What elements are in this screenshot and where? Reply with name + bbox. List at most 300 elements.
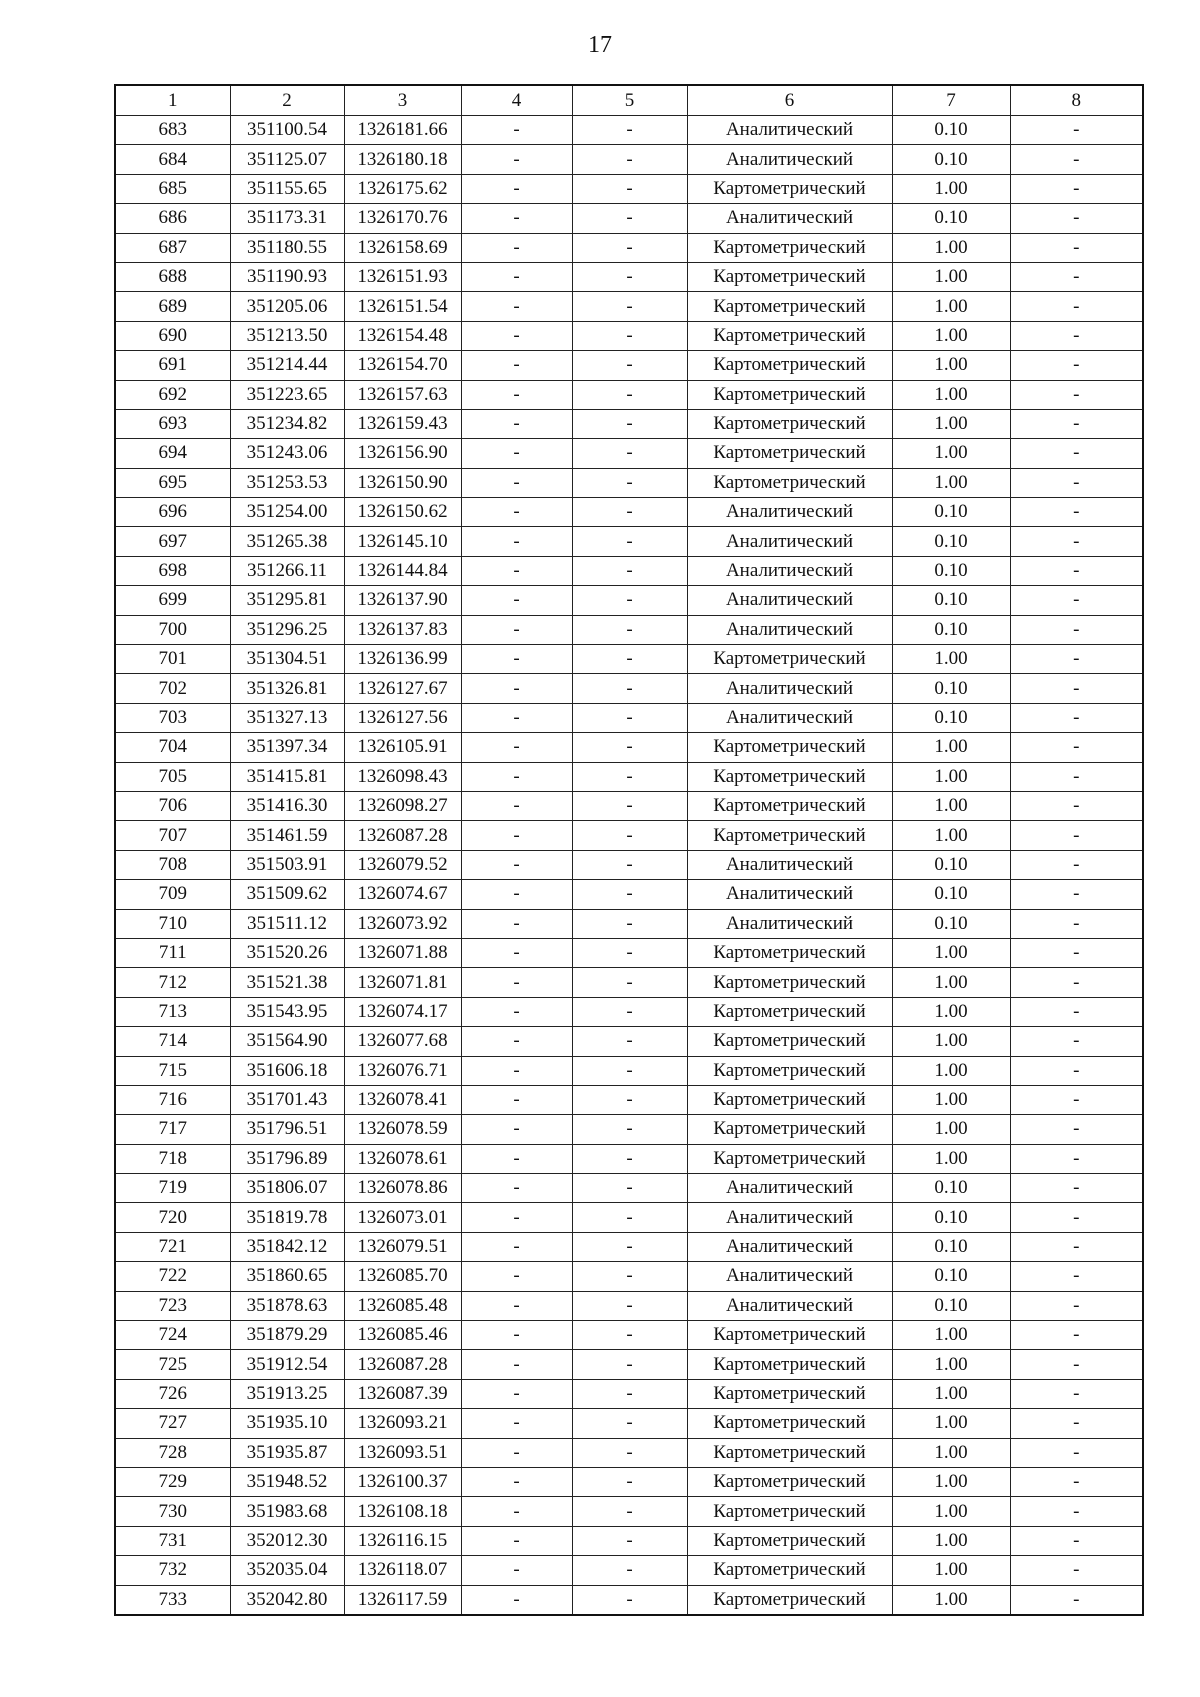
col4-cell: - [461, 1497, 572, 1526]
method-cell: Аналитический [687, 498, 892, 527]
col8-cell: - [1010, 821, 1143, 850]
method-cell: Аналитический [687, 615, 892, 644]
accuracy-cell: 0.10 [892, 116, 1010, 145]
col4-cell: - [461, 1467, 572, 1496]
accuracy-cell: 1.00 [892, 351, 1010, 380]
col5-cell: - [572, 880, 687, 909]
column-header: 4 [461, 85, 572, 116]
point-number-cell: 702 [115, 674, 230, 703]
method-cell: Картометрический [687, 1556, 892, 1585]
x-coordinate-cell: 351327.13 [230, 703, 344, 732]
col8-cell: - [1010, 1585, 1143, 1615]
y-coordinate-cell: 1326105.91 [344, 733, 461, 762]
accuracy-cell: 1.00 [892, 321, 1010, 350]
col4-cell: - [461, 409, 572, 438]
table-row [115, 1027, 1143, 1056]
method-cell: Картометрический [687, 645, 892, 674]
col4-cell: - [461, 1350, 572, 1379]
accuracy-cell: 0.10 [892, 850, 1010, 879]
x-coordinate-cell: 351223.65 [230, 380, 344, 409]
accuracy-cell: 1.00 [892, 292, 1010, 321]
point-number-cell: 692 [115, 380, 230, 409]
col5-cell: - [572, 733, 687, 762]
accuracy-cell: 1.00 [892, 762, 1010, 791]
x-coordinate-cell: 351254.00 [230, 498, 344, 527]
col5-cell: - [572, 1585, 687, 1615]
table-row [115, 556, 1143, 585]
col4-cell: - [461, 880, 572, 909]
point-number-cell: 729 [115, 1467, 230, 1496]
y-coordinate-cell: 1326157.63 [344, 380, 461, 409]
point-number-cell: 696 [115, 498, 230, 527]
y-coordinate-cell: 1326085.46 [344, 1321, 461, 1350]
col5-cell: - [572, 116, 687, 145]
accuracy-cell: 1.00 [892, 409, 1010, 438]
table-row [115, 1144, 1143, 1173]
col4-cell: - [461, 1438, 572, 1467]
table-row [115, 997, 1143, 1026]
col4-cell: - [461, 1321, 572, 1350]
y-coordinate-cell: 1326073.92 [344, 909, 461, 938]
point-number-cell: 725 [115, 1350, 230, 1379]
point-number-cell: 693 [115, 409, 230, 438]
col8-cell: - [1010, 233, 1143, 262]
col8-cell: - [1010, 262, 1143, 291]
table-row [115, 380, 1143, 409]
col8-cell: - [1010, 1321, 1143, 1350]
table-row [115, 498, 1143, 527]
y-coordinate-cell: 1326116.15 [344, 1526, 461, 1555]
accuracy-cell: 1.00 [892, 1526, 1010, 1555]
x-coordinate-cell: 351100.54 [230, 116, 344, 145]
col8-cell: - [1010, 645, 1143, 674]
table-row [115, 1174, 1143, 1203]
col5-cell: - [572, 204, 687, 233]
y-coordinate-cell: 1326074.67 [344, 880, 461, 909]
col5-cell: - [572, 439, 687, 468]
col8-cell: - [1010, 380, 1143, 409]
col5-cell: - [572, 1144, 687, 1173]
col5-cell: - [572, 498, 687, 527]
accuracy-cell: 1.00 [892, 1497, 1010, 1526]
table-row [115, 116, 1143, 145]
x-coordinate-cell: 351503.91 [230, 850, 344, 879]
method-cell: Картометрический [687, 1321, 892, 1350]
x-coordinate-cell: 351819.78 [230, 1203, 344, 1232]
point-number-cell: 687 [115, 233, 230, 262]
col5-cell: - [572, 1379, 687, 1408]
point-number-cell: 694 [115, 439, 230, 468]
col4-cell: - [461, 674, 572, 703]
col4-cell: - [461, 321, 572, 350]
col5-cell: - [572, 233, 687, 262]
col8-cell: - [1010, 204, 1143, 233]
table-row [115, 1497, 1143, 1526]
col5-cell: - [572, 1232, 687, 1261]
x-coordinate-cell: 351796.89 [230, 1144, 344, 1173]
accuracy-cell: 0.10 [892, 1291, 1010, 1320]
x-coordinate-cell: 352012.30 [230, 1526, 344, 1555]
x-coordinate-cell: 351564.90 [230, 1027, 344, 1056]
col8-cell: - [1010, 791, 1143, 820]
method-cell: Аналитический [687, 703, 892, 732]
column-header: 2 [230, 85, 344, 116]
col4-cell: - [461, 174, 572, 203]
x-coordinate-cell: 351520.26 [230, 938, 344, 967]
point-number-cell: 690 [115, 321, 230, 350]
col8-cell: - [1010, 174, 1143, 203]
column-header: 3 [344, 85, 461, 116]
col8-cell: - [1010, 1467, 1143, 1496]
x-coordinate-cell: 351860.65 [230, 1262, 344, 1291]
col8-cell: - [1010, 615, 1143, 644]
x-coordinate-cell: 351295.81 [230, 586, 344, 615]
col4-cell: - [461, 645, 572, 674]
col8-cell: - [1010, 1085, 1143, 1114]
col4-cell: - [461, 1291, 572, 1320]
col8-cell: - [1010, 1556, 1143, 1585]
table-row [115, 674, 1143, 703]
method-cell: Картометрический [687, 968, 892, 997]
method-cell: Аналитический [687, 674, 892, 703]
col4-cell: - [461, 1203, 572, 1232]
accuracy-cell: 1.00 [892, 1144, 1010, 1173]
col4-cell: - [461, 1085, 572, 1114]
y-coordinate-cell: 1326087.39 [344, 1379, 461, 1408]
col4-cell: - [461, 498, 572, 527]
col5-cell: - [572, 174, 687, 203]
x-coordinate-cell: 351416.30 [230, 791, 344, 820]
col5-cell: - [572, 1085, 687, 1114]
method-cell: Картометрический [687, 1144, 892, 1173]
y-coordinate-cell: 1326144.84 [344, 556, 461, 585]
col5-cell: - [572, 1438, 687, 1467]
table-row [115, 938, 1143, 967]
method-cell: Картометрический [687, 762, 892, 791]
table-row [115, 292, 1143, 321]
point-number-cell: 728 [115, 1438, 230, 1467]
method-cell: Аналитический [687, 1232, 892, 1261]
column-header: 5 [572, 85, 687, 116]
point-number-cell: 726 [115, 1379, 230, 1408]
x-coordinate-cell: 351397.34 [230, 733, 344, 762]
point-number-cell: 714 [115, 1027, 230, 1056]
col4-cell: - [461, 938, 572, 967]
table-row [115, 791, 1143, 820]
table-row [115, 1585, 1143, 1615]
accuracy-cell: 1.00 [892, 1556, 1010, 1585]
method-cell: Картометрический [687, 1027, 892, 1056]
col4-cell: - [461, 1262, 572, 1291]
method-cell: Картометрический [687, 174, 892, 203]
col5-cell: - [572, 556, 687, 585]
col4-cell: - [461, 997, 572, 1026]
point-number-cell: 720 [115, 1203, 230, 1232]
point-number-cell: 699 [115, 586, 230, 615]
x-coordinate-cell: 351879.29 [230, 1321, 344, 1350]
x-coordinate-cell: 351173.31 [230, 204, 344, 233]
x-coordinate-cell: 351326.81 [230, 674, 344, 703]
method-cell: Картометрический [687, 1526, 892, 1555]
y-coordinate-cell: 1326093.21 [344, 1409, 461, 1438]
accuracy-cell: 1.00 [892, 262, 1010, 291]
col4-cell: - [461, 262, 572, 291]
method-cell: Картометрический [687, 791, 892, 820]
table-row [115, 850, 1143, 879]
accuracy-cell: 1.00 [892, 645, 1010, 674]
x-coordinate-cell: 351253.53 [230, 468, 344, 497]
accuracy-cell: 1.00 [892, 1027, 1010, 1056]
y-coordinate-cell: 1326098.43 [344, 762, 461, 791]
method-cell: Аналитический [687, 527, 892, 556]
col4-cell: - [461, 821, 572, 850]
col5-cell: - [572, 262, 687, 291]
point-number-cell: 722 [115, 1262, 230, 1291]
table-row [115, 615, 1143, 644]
x-coordinate-cell: 351806.07 [230, 1174, 344, 1203]
col4-cell: - [461, 1174, 572, 1203]
col8-cell: - [1010, 116, 1143, 145]
col5-cell: - [572, 821, 687, 850]
col8-cell: - [1010, 968, 1143, 997]
table-row [115, 1291, 1143, 1320]
accuracy-cell: 0.10 [892, 145, 1010, 174]
column-header: 8 [1010, 85, 1143, 116]
column-header: 1 [115, 85, 230, 116]
y-coordinate-cell: 1326078.61 [344, 1144, 461, 1173]
x-coordinate-cell: 351296.25 [230, 615, 344, 644]
y-coordinate-cell: 1326150.90 [344, 468, 461, 497]
accuracy-cell: 0.10 [892, 1203, 1010, 1232]
point-number-cell: 685 [115, 174, 230, 203]
col8-cell: - [1010, 498, 1143, 527]
col8-cell: - [1010, 938, 1143, 967]
col8-cell: - [1010, 439, 1143, 468]
y-coordinate-cell: 1326076.71 [344, 1056, 461, 1085]
y-coordinate-cell: 1326127.56 [344, 703, 461, 732]
method-cell: Аналитический [687, 880, 892, 909]
table-row [115, 233, 1143, 262]
col5-cell: - [572, 527, 687, 556]
y-coordinate-cell: 1326136.99 [344, 645, 461, 674]
method-cell: Картометрический [687, 1085, 892, 1114]
table-row [115, 145, 1143, 174]
accuracy-cell: 1.00 [892, 997, 1010, 1026]
y-coordinate-cell: 1326085.48 [344, 1291, 461, 1320]
method-cell: Картометрический [687, 1497, 892, 1526]
col8-cell: - [1010, 292, 1143, 321]
table-row [115, 645, 1143, 674]
x-coordinate-cell: 351983.68 [230, 1497, 344, 1526]
accuracy-cell: 0.10 [892, 909, 1010, 938]
method-cell: Аналитический [687, 909, 892, 938]
col5-cell: - [572, 1467, 687, 1496]
point-number-cell: 695 [115, 468, 230, 497]
col8-cell: - [1010, 468, 1143, 497]
x-coordinate-cell: 351913.25 [230, 1379, 344, 1408]
x-coordinate-cell: 351948.52 [230, 1467, 344, 1496]
method-cell: Картометрический [687, 997, 892, 1026]
col4-cell: - [461, 556, 572, 585]
method-cell: Картометрический [687, 1379, 892, 1408]
col8-cell: - [1010, 1438, 1143, 1467]
point-number-cell: 712 [115, 968, 230, 997]
method-cell: Картометрический [687, 1056, 892, 1085]
method-cell: Картометрический [687, 292, 892, 321]
table-body [115, 116, 1143, 1615]
x-coordinate-cell: 351461.59 [230, 821, 344, 850]
col4-cell: - [461, 527, 572, 556]
col8-cell: - [1010, 1144, 1143, 1173]
method-cell: Картометрический [687, 938, 892, 967]
point-number-cell: 717 [115, 1115, 230, 1144]
accuracy-cell: 1.00 [892, 1409, 1010, 1438]
col4-cell: - [461, 351, 572, 380]
point-number-cell: 713 [115, 997, 230, 1026]
x-coordinate-cell: 351180.55 [230, 233, 344, 262]
table-row [115, 1556, 1143, 1585]
column-header: 7 [892, 85, 1010, 116]
x-coordinate-cell: 351935.87 [230, 1438, 344, 1467]
col4-cell: - [461, 1409, 572, 1438]
col4-cell: - [461, 468, 572, 497]
table-row [115, 351, 1143, 380]
y-coordinate-cell: 1326079.51 [344, 1232, 461, 1261]
y-coordinate-cell: 1326087.28 [344, 821, 461, 850]
col8-cell: - [1010, 909, 1143, 938]
table-row [115, 1203, 1143, 1232]
table-row [115, 1085, 1143, 1114]
col8-cell: - [1010, 880, 1143, 909]
col5-cell: - [572, 145, 687, 174]
x-coordinate-cell: 351415.81 [230, 762, 344, 791]
point-number-cell: 711 [115, 938, 230, 967]
point-number-cell: 727 [115, 1409, 230, 1438]
accuracy-cell: 1.00 [892, 1085, 1010, 1114]
table-row [115, 703, 1143, 732]
col5-cell: - [572, 380, 687, 409]
y-coordinate-cell: 1326159.43 [344, 409, 461, 438]
x-coordinate-cell: 351796.51 [230, 1115, 344, 1144]
y-coordinate-cell: 1326078.86 [344, 1174, 461, 1203]
table-row [115, 439, 1143, 468]
method-cell: Аналитический [687, 145, 892, 174]
col8-cell: - [1010, 321, 1143, 350]
point-number-cell: 708 [115, 850, 230, 879]
point-number-cell: 705 [115, 762, 230, 791]
y-coordinate-cell: 1326085.70 [344, 1262, 461, 1291]
y-coordinate-cell: 1326073.01 [344, 1203, 461, 1232]
method-cell: Картометрический [687, 351, 892, 380]
point-number-cell: 691 [115, 351, 230, 380]
table-row [115, 1321, 1143, 1350]
col5-cell: - [572, 1526, 687, 1555]
accuracy-cell: 1.00 [892, 733, 1010, 762]
table-header-row [115, 85, 1143, 116]
y-coordinate-cell: 1326078.41 [344, 1085, 461, 1114]
col5-cell: - [572, 615, 687, 644]
col4-cell: - [461, 615, 572, 644]
method-cell: Аналитический [687, 1262, 892, 1291]
method-cell: Картометрический [687, 1115, 892, 1144]
col5-cell: - [572, 1556, 687, 1585]
col8-cell: - [1010, 1526, 1143, 1555]
method-cell: Картометрический [687, 1409, 892, 1438]
accuracy-cell: 0.10 [892, 527, 1010, 556]
col4-cell: - [461, 909, 572, 938]
point-number-cell: 686 [115, 204, 230, 233]
y-coordinate-cell: 1326079.52 [344, 850, 461, 879]
col8-cell: - [1010, 1174, 1143, 1203]
col8-cell: - [1010, 1115, 1143, 1144]
accuracy-cell: 1.00 [892, 938, 1010, 967]
col5-cell: - [572, 586, 687, 615]
accuracy-cell: 1.00 [892, 1379, 1010, 1408]
col5-cell: - [572, 1174, 687, 1203]
y-coordinate-cell: 1326071.81 [344, 968, 461, 997]
col8-cell: - [1010, 586, 1143, 615]
col5-cell: - [572, 351, 687, 380]
x-coordinate-cell: 351878.63 [230, 1291, 344, 1320]
col4-cell: - [461, 1526, 572, 1555]
accuracy-cell: 0.10 [892, 498, 1010, 527]
point-number-cell: 684 [115, 145, 230, 174]
y-coordinate-cell: 1326154.70 [344, 351, 461, 380]
accuracy-cell: 1.00 [892, 1056, 1010, 1085]
x-coordinate-cell: 351155.65 [230, 174, 344, 203]
accuracy-cell: 1.00 [892, 468, 1010, 497]
col5-cell: - [572, 703, 687, 732]
point-number-cell: 709 [115, 880, 230, 909]
col8-cell: - [1010, 674, 1143, 703]
col8-cell: - [1010, 409, 1143, 438]
y-coordinate-cell: 1326145.10 [344, 527, 461, 556]
x-coordinate-cell: 351265.38 [230, 527, 344, 556]
y-coordinate-cell: 1326077.68 [344, 1027, 461, 1056]
accuracy-cell: 0.10 [892, 1262, 1010, 1291]
accuracy-cell: 1.00 [892, 1115, 1010, 1144]
col5-cell: - [572, 762, 687, 791]
col8-cell: - [1010, 1291, 1143, 1320]
x-coordinate-cell: 351606.18 [230, 1056, 344, 1085]
point-number-cell: 689 [115, 292, 230, 321]
col8-cell: - [1010, 1027, 1143, 1056]
method-cell: Картометрический [687, 233, 892, 262]
point-number-cell: 715 [115, 1056, 230, 1085]
col4-cell: - [461, 233, 572, 262]
x-coordinate-cell: 351125.07 [230, 145, 344, 174]
x-coordinate-cell: 351511.12 [230, 909, 344, 938]
y-coordinate-cell: 1326071.88 [344, 938, 461, 967]
coordinates-table [114, 84, 1144, 1616]
table-row [115, 468, 1143, 497]
accuracy-cell: 1.00 [892, 439, 1010, 468]
col4-cell: - [461, 586, 572, 615]
accuracy-cell: 1.00 [892, 1438, 1010, 1467]
col5-cell: - [572, 1291, 687, 1320]
col8-cell: - [1010, 527, 1143, 556]
col8-cell: - [1010, 1056, 1143, 1085]
y-coordinate-cell: 1326156.90 [344, 439, 461, 468]
col4-cell: - [461, 1144, 572, 1173]
point-number-cell: 707 [115, 821, 230, 850]
x-coordinate-cell: 351509.62 [230, 880, 344, 909]
method-cell: Картометрический [687, 821, 892, 850]
accuracy-cell: 0.10 [892, 880, 1010, 909]
col5-cell: - [572, 1350, 687, 1379]
method-cell: Картометрический [687, 439, 892, 468]
method-cell: Аналитический [687, 850, 892, 879]
